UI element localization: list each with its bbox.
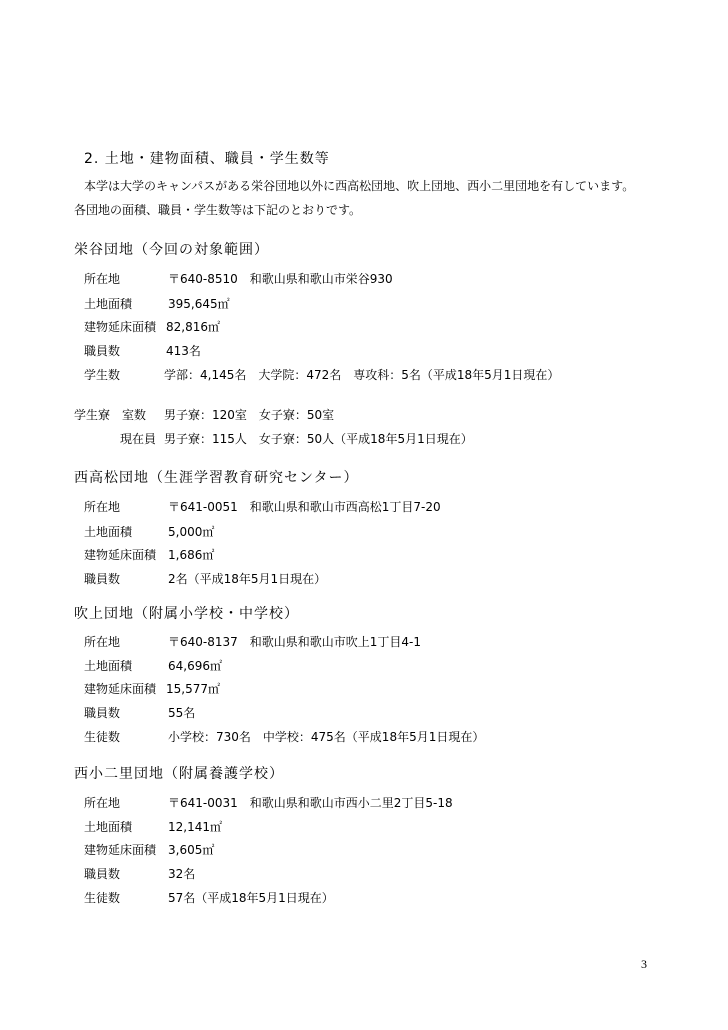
row-label: 生徒数: [84, 891, 121, 905]
section-heading: 2. 土地・建物面積、職員・学生数等: [84, 151, 330, 167]
row-value: 1,686㎡: [168, 548, 215, 562]
row-label: 建物延床面積: [84, 320, 157, 334]
row-label: 建物延床面積: [84, 548, 157, 562]
row-value: 男子寮：120室 女子寮：50室: [164, 408, 335, 422]
row-value: 395,645㎡: [168, 297, 230, 311]
row-label: 学生寮 室数: [74, 408, 147, 422]
row-value: 82,816㎡: [166, 320, 220, 334]
row-label: 職員数: [84, 344, 121, 358]
row-value: 55名: [168, 706, 196, 720]
row-value: 64,696㎡: [168, 659, 222, 673]
row-value: 57名（平成18年5月1日現在）: [168, 891, 334, 905]
row-value: 〒640-8137 和歌山県和歌山市吹上1丁目4-1: [168, 635, 422, 649]
row-value: 12,141㎡: [168, 820, 222, 834]
row-value: 5,000㎡: [168, 525, 215, 539]
row-value: 15,577㎡: [166, 682, 220, 696]
row-label: 職員数: [84, 572, 121, 586]
row-label: 土地面積: [84, 525, 133, 539]
row-label: 土地面積: [84, 659, 133, 673]
row-value: 男子寮：115人 女子寮：50人（平成18年5月1日現在）: [164, 432, 473, 446]
row-value: 〒640-8510 和歌山県和歌山市栄谷930: [168, 272, 393, 286]
row-value: 2名（平成18年5月1日現在）: [168, 572, 327, 586]
row-label: 生徒数: [84, 730, 121, 744]
row-value: 〒641-0051 和歌山県和歌山市西高松1丁目7-20: [168, 500, 441, 514]
row-label: 学生数: [84, 368, 121, 382]
intro-line-1: 本学は大学のキャンパスがある栄谷団地以外に西高松団地、吹上団地、西小二里団地を有しています。: [84, 179, 635, 193]
nishitakamatsu-title: 西高松団地（生涯学習教育研究センター）: [74, 470, 359, 486]
row-label: 所在地: [84, 272, 121, 286]
row-label: 職員数: [84, 706, 121, 720]
row-label: 建物延床面積: [84, 843, 157, 857]
fukiage-title: 吹上団地（附属小学校・中学校）: [74, 606, 299, 622]
row-value: 学部：4,145名 大学院：472名 専攻科：5名（平成18年5月1日現在）: [164, 368, 560, 382]
row-label: 土地面積: [84, 820, 133, 834]
sakaedani-title: 栄谷団地（今回の対象範囲）: [74, 242, 269, 258]
row-label: 所在地: [84, 500, 121, 514]
row-value: 〒641-0031 和歌山県和歌山市西小二里2丁目5-18: [168, 796, 453, 810]
row-label: 土地面積: [84, 297, 133, 311]
page-number: 3: [641, 957, 647, 971]
row-label: 現在員: [120, 432, 157, 446]
row-label: 所在地: [84, 635, 121, 649]
row-label: 職員数: [84, 867, 121, 881]
intro-line-2: 各団地の面積、職員・学生数等は下記のとおりです。: [74, 203, 362, 217]
row-value: 小学校：730名 中学校：475名（平成18年5月1日現在）: [168, 730, 485, 744]
row-value: 413名: [166, 344, 201, 358]
row-value: 32名: [168, 867, 196, 881]
row-label: 建物延床面積: [84, 682, 157, 696]
row-label: 所在地: [84, 796, 121, 810]
nishikonisato-title: 西小二里団地（附属養護学校）: [74, 766, 284, 782]
row-value: 3,605㎡: [168, 843, 215, 857]
